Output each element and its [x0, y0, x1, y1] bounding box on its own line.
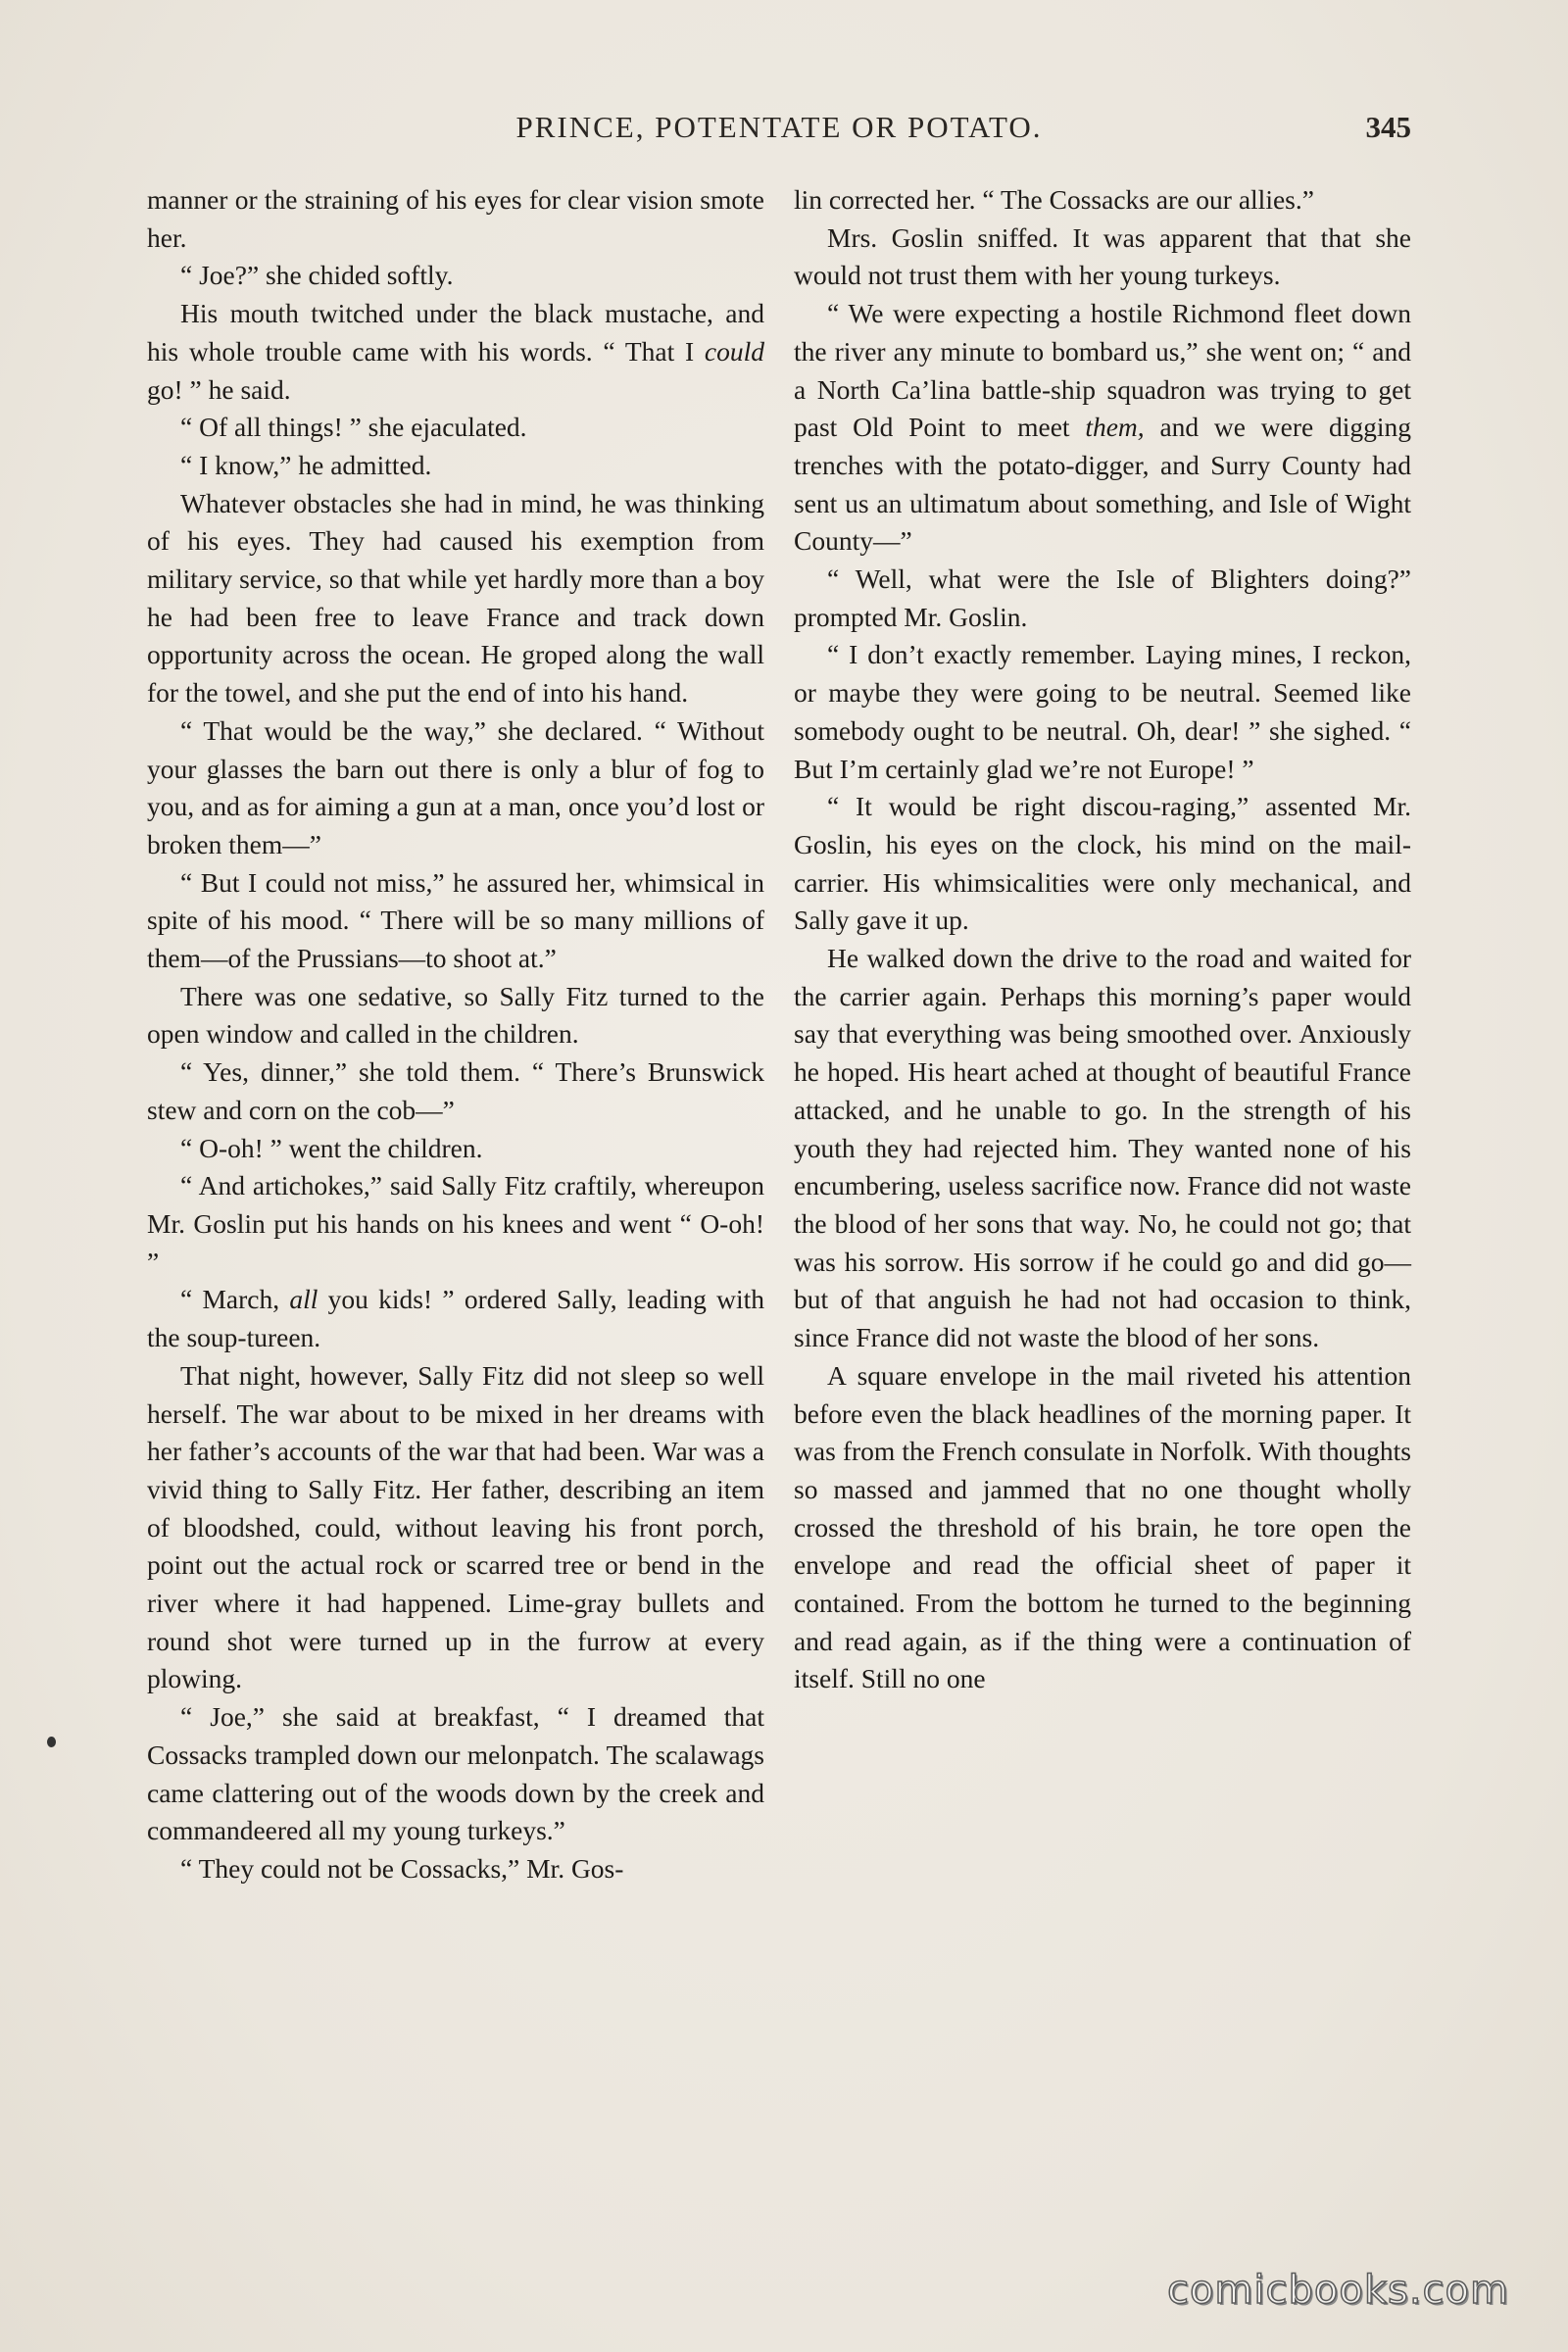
italic-text: could	[704, 335, 764, 367]
paragraph	[147, 485, 764, 712]
italic-text: all	[289, 1284, 318, 1315]
paragraph	[147, 409, 764, 447]
paragraph	[794, 181, 1411, 220]
paragraph	[794, 788, 1411, 940]
italic-text: them,	[1085, 412, 1145, 443]
left-text-column	[147, 181, 764, 1888]
text-run: you kids! ” ordered Sally, leading with the soup-tureen.	[147, 1284, 765, 1353]
text-run: “ I don’t exactly remember. Laying mines, I reckon, or maybe they were going to be neutral. Seemed like somebody ought to be neutral. Oh, dear! ” she sighed. “ But I’m certainly glad we’re not Europe! ”	[794, 639, 1411, 784]
text-run: “ It would be right discou-raging,” assented Mr. Goslin, his eyes on the clock, his mind on the mail-carrier. His whimsicalities were only mechanical, and Sally gave it up.	[794, 791, 1411, 936]
text-run: “ Well, what were the Isle of Blighters doing?” prompted Mr. Goslin.	[794, 564, 1411, 632]
paragraph	[147, 1357, 764, 1698]
paragraph	[147, 447, 764, 485]
right-text-column	[794, 181, 1411, 1698]
paragraph	[794, 940, 1411, 1357]
paragraph	[794, 636, 1411, 788]
text-run: Mrs. Goslin sniffed. It was apparent that that she would not trust them with her young turkeys.	[794, 221, 1411, 291]
text-run: “ Joe?” she chided softly.	[180, 260, 454, 291]
text-run: “ But I could not miss,” he assured her, whimsical in spite of his mood. “ There will be so many millions of them—of the Prussians—to shoot at.”	[147, 866, 764, 974]
text-run: “ Of all things! ” she ejaculated.	[180, 412, 527, 443]
paragraph	[794, 220, 1411, 295]
paragraph	[147, 864, 764, 978]
paragraph	[147, 257, 764, 295]
paragraph	[794, 295, 1411, 561]
text-run: lin corrected her. “ The Cossacks are our allies.”	[794, 184, 1314, 215]
paragraph	[147, 1167, 764, 1281]
text-run: He walked down the drive to the road and waited for the carrier again. Perhaps this morning’s paper would say that everything was being smoothed over. Anxiously he hoped. His heart ached at thought of beautiful France attacked, and he unable to go. In the strength of his youth they had rejected him. They wanted none of his encumbering, useless sacrifice now. France did not waste the blood of her sons that way. No, he could not go; that was his sorrow. His sorrow if he could go and did go—but of that anguish he had not had occasion to think, since France did not waste the blood of her sons.	[794, 943, 1411, 1353]
page-number: 345	[1365, 110, 1411, 144]
ink-speck	[47, 1737, 56, 1747]
running-title: PRINCE, POTENTATE OR POTATO.	[515, 110, 1043, 144]
text-run: “ And artichokes,” said Sally Fitz craftily, whereupon Mr. Goslin put his hands on his knees and went “ O-oh! ”	[147, 1170, 764, 1277]
watermark-logo: comicbooks.com	[1166, 2268, 1509, 2313]
text-run: and we were digging trenches with the potato-digger, and Surry County had sent us an ultimatum about something, and Isle of Wight County—”	[794, 412, 1411, 557]
text-run: That night, however, Sally Fitz did not sleep so well herself. The war about to be mixed in her dreams with her father’s accounts of the war that had been. War was a vivid thing to Sally Fitz. Her father, describing an item of bloodshed, could, without leaving his front porch, point out the actual rock or scarred tree or bend in the river where it had happened. Lime-gray bullets and round shot were turned up in the furrow at every plowing.	[147, 1359, 764, 1694]
text-run: A square envelope in the mail riveted his attention before even the black headlines of the morning paper. It was from the French consulate in Norfolk. With thoughts so massed and jammed that no one thought wholly crossed the threshold of his brain, he tore open the envelope and read the official sheet of paper it contained. From the bottom he turned to the beginning and read again, as if the thing were a continuation of itself. Still no one	[794, 1359, 1411, 1694]
text-run: “ O-oh! ” went the children.	[180, 1132, 483, 1163]
paragraph	[147, 1054, 764, 1129]
text-run: “ March,	[180, 1284, 290, 1315]
text-run: “ We were expecting a hostile Richmond fleet down the river any minute to bombard us,” she went on; “ and a North Ca’lina battle-ship squadron was trying to get past Old Point to meet	[794, 298, 1411, 443]
paragraph	[147, 978, 764, 1054]
paragraph	[147, 712, 764, 864]
text-run: “ That would be the way,” she declared. “ Without your glasses the barn out there is only a blur of fog to you, and as for aiming a gun at a man, once you’d lost or broken them—”	[147, 714, 764, 859]
paragraph	[147, 1698, 764, 1850]
paragraph	[147, 181, 764, 257]
text-run: “ Joe,” she said at breakfast, “ I dreamed that Cossacks trampled down our melonpatch. The scalawags came clattering out of the woods down by the creek and commandeered all my young turkeys.”	[147, 1701, 764, 1846]
text-run: manner or the straining of his eyes for clear vision smote her.	[147, 184, 764, 253]
text-run: “ I know,” he admitted.	[180, 449, 432, 480]
paragraph	[794, 561, 1411, 636]
paragraph	[147, 1281, 764, 1356]
text-run: go! ” he said.	[147, 373, 291, 405]
text-run: His mouth twitched under the black mustache, and his whole trouble came with his words. “ That I	[147, 298, 764, 367]
paragraph	[147, 1130, 764, 1168]
paragraph	[147, 295, 764, 409]
text-run: “ Yes, dinner,” she told them. “ There’s Brunswick stew and corn on the cob—”	[147, 1056, 764, 1125]
running-head	[147, 110, 1411, 159]
text-run: “ They could not be Cossacks,” Mr. Gos-	[180, 1852, 624, 1884]
text-run: There was one sedative, so Sally Fitz turned to the open window and called in the children.	[147, 980, 764, 1050]
text-run: Whatever obstacles she had in mind, he was thinking of his eyes. They had caused his exemption from military service, so that while yet hardly more than a boy he had been free to leave France and track down opportunity across the ocean. He groped along the wall for the towel, and she put the end of into his hand.	[147, 487, 764, 709]
paragraph	[147, 1850, 764, 1888]
paragraph	[794, 1357, 1411, 1698]
